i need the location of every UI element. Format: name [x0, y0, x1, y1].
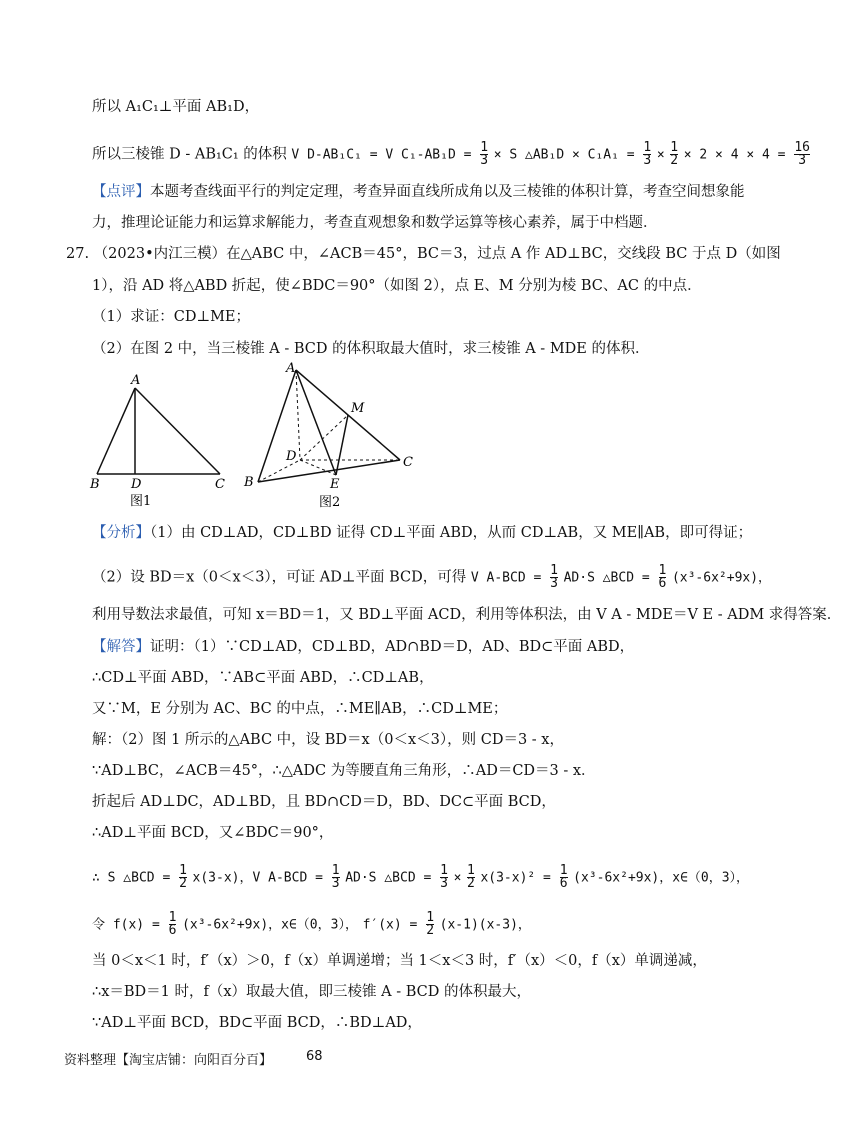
fraction: $\frac{1}{2}$ [426, 910, 435, 938]
formula: AD·S △BCD = [563, 570, 658, 586]
solution-formula-line: ∴ S △BCD = $\frac{1}{2}$ x(3-x)，V A-BCD = $\frac{1}{3}$ AD·S △BCD = $\frac{1}{3}$ × $\frac{1}{2}$ x(3-x)² = $\frac{1}{6}$ (x³-6x²+9x)，x∈（0，3）， [92, 863, 750, 891]
volume-line: 所以三棱锥 D - AB₁C₁ 的体积 V D-AB₁C₁ = V C₁-AB₁D = $\frac{1}{3}$ × S △AB₁D × C₁A₁ = $\frac{1}{3}$ × $\frac{1}{2}$ × 2 × 4 × 4 = $\frac{16}{3}$ [92, 140, 810, 168]
comment-tag: 【点评】 [92, 184, 150, 200]
formula: (x³-6x²+9x)， [671, 570, 772, 586]
text-line: 又∵M，E 分别为 AC、BC 的中点，∴ME∥AB，∴CD⊥ME； [92, 701, 508, 717]
label-a: A [131, 373, 141, 388]
fraction: $\frac{1}{6}$ [658, 563, 667, 591]
formula: V A-BCD = [470, 570, 550, 586]
text-line: （2）在图 2 中，当三棱锥 A - BCD 的体积取最大值时，求三棱锥 A - MDE 的体积． [92, 341, 650, 357]
fraction: $\frac{16}{3}$ [794, 140, 810, 168]
analysis-line-2 [92, 565, 771, 590]
label-e: E [330, 477, 340, 492]
fraction: $\frac{1}{3}$ [331, 863, 340, 891]
fraction: $\frac{1}{2}$ [670, 140, 679, 168]
text-line: ∵AD⊥BC，∠ACB＝45°，∴△ADC 为等腰直角三角形，∴AD＝CD＝3 - x． [92, 763, 596, 779]
text: 本题考查线面平行的判定定理，考查异面直线所成角以及三棱锥的体积计算，考查空间想象能 [150, 184, 745, 200]
text-line: 所以 A₁C₁⊥平面 AB₁D， [92, 99, 260, 115]
fraction: $\frac{1}{6}$ [168, 910, 177, 938]
formula: x(3-x)，V A-BCD = [192, 870, 331, 886]
text-line: 当 0＜x＜1 时，f′（x）＞0，f（x）单调递增；当 1＜x＜3 时，f′（x）＜0，f（x）单调递减， [92, 953, 707, 969]
fraction: $\frac{1}{3}$ [480, 140, 489, 168]
question-number: 27. [66, 246, 90, 262]
formula: × S △AB₁D × C₁A₁ = [493, 147, 643, 163]
analysis-tag: 【分析】 [92, 525, 150, 541]
fraction: $\frac{1}{2}$ [467, 863, 475, 891]
text: （2）设 BD＝x（0＜x＜3），可证 AD⊥平面 BCD，可得 [92, 569, 467, 586]
label-a: A [286, 361, 296, 376]
text: 证明：（1）∵CD⊥AD，CD⊥BD，AD∩BD＝D，AD、BD⊂平面 ABD， [150, 639, 635, 655]
text-line: 力，推理论证能力和运算求解能力，考查直观想象和数学运算等核心素养，属于中档题． [92, 215, 658, 231]
solution-tag: 【解答】 [92, 639, 150, 655]
fraction: $\frac{1}{3}$ [643, 140, 652, 168]
formula: (x-1)(x-3)， [439, 917, 531, 933]
text-line: 1），沿 AD 将△ABD 折起，使∠BDC＝90°（如图 2），点 E、M 分别为棱 BC、AC 的中点． [92, 278, 702, 294]
figure-1 [85, 370, 235, 510]
label-b: B [244, 475, 254, 490]
formula: x(3-x)² = [480, 870, 559, 886]
solution-line [92, 637, 634, 657]
figure-2 [238, 360, 428, 515]
question-line [66, 244, 781, 264]
text: （2023•内江三模）在△ABC 中，∠ACB＝45°，BC＝3，过点 A 作 AD⊥BC，交线段 BC 于点 D（如图 [93, 246, 781, 262]
figure-caption: 图2 [319, 495, 341, 510]
text-line: ∵AD⊥平面 BCD，BD⊂平面 BCD，∴BD⊥AD， [92, 1015, 422, 1031]
analysis-line [92, 523, 752, 543]
text-line: ∴CD⊥平面 ABD，∵AB⊂平面 ABD，∴CD⊥AB， [92, 670, 434, 686]
formula: (x³-6x²+9x)，x∈（0，3）， [182, 917, 358, 933]
formula: × 2 × 4 × 4 = [683, 147, 794, 163]
text-line: 折起后 AD⊥DC，AD⊥BD，且 BD∩CD＝D，BD、DC⊂平面 BCD， [92, 794, 556, 810]
fraction: $\frac{1}{3}$ [440, 863, 448, 891]
label-c: C [215, 477, 225, 492]
label-d: D [286, 449, 297, 464]
fraction: $\frac{1}{2}$ [179, 863, 187, 891]
label-c: C [403, 455, 413, 470]
figure-caption: 图1 [130, 494, 152, 509]
label-b: B [90, 477, 100, 492]
text: 所以三棱锥 D - AB₁C₁ 的体积 [92, 146, 287, 163]
formula: ∴ S △BCD = [92, 870, 179, 886]
formula: (x³-6x²+9x)，x∈（0，3）， [573, 870, 750, 886]
page-number: 68 [306, 1049, 323, 1064]
formula: f′(x) = [362, 917, 426, 933]
text-line: （1）求证：CD⊥ME； [92, 309, 251, 325]
fraction: $\frac{1}{6}$ [559, 863, 568, 891]
text-line: ∴AD⊥平面 BCD，又∠BDC＝90°， [92, 825, 334, 841]
text-line: 利用导数法求最值，可知 x＝BD＝1，又 BD⊥平面 ACD，利用等体积法，由 V A - MDE＝V E - ADM 求得答案． [92, 607, 841, 623]
label-m: M [351, 401, 365, 416]
fraction: $\frac{1}{3}$ [550, 563, 558, 591]
formula: V D-AB₁C₁ = V C₁-AB₁D = [291, 147, 480, 163]
solution-formula-line-2 [92, 912, 531, 937]
formula: AD·S △BCD = [345, 870, 440, 886]
text-line: 解：（2）图 1 所示的△ABC 中，设 BD＝x（0＜x＜3），则 CD＝3 - x， [92, 732, 564, 748]
label-d: D [131, 477, 142, 492]
formula: 令 f(x) = [92, 917, 168, 933]
text-line: ∴x＝BD＝1 时，f（x）取最大值，即三棱锥 A - BCD 的体积最大， [92, 984, 532, 1000]
comment-line [92, 182, 745, 202]
footer-source: 资料整理【淘宝店铺：向阳百分百】 [64, 1053, 273, 1068]
text: （1）由 CD⊥AD，CD⊥BD 证得 CD⊥平面 ABD，从而 CD⊥AB，又 ME∥AB，即可得证； [150, 525, 753, 541]
